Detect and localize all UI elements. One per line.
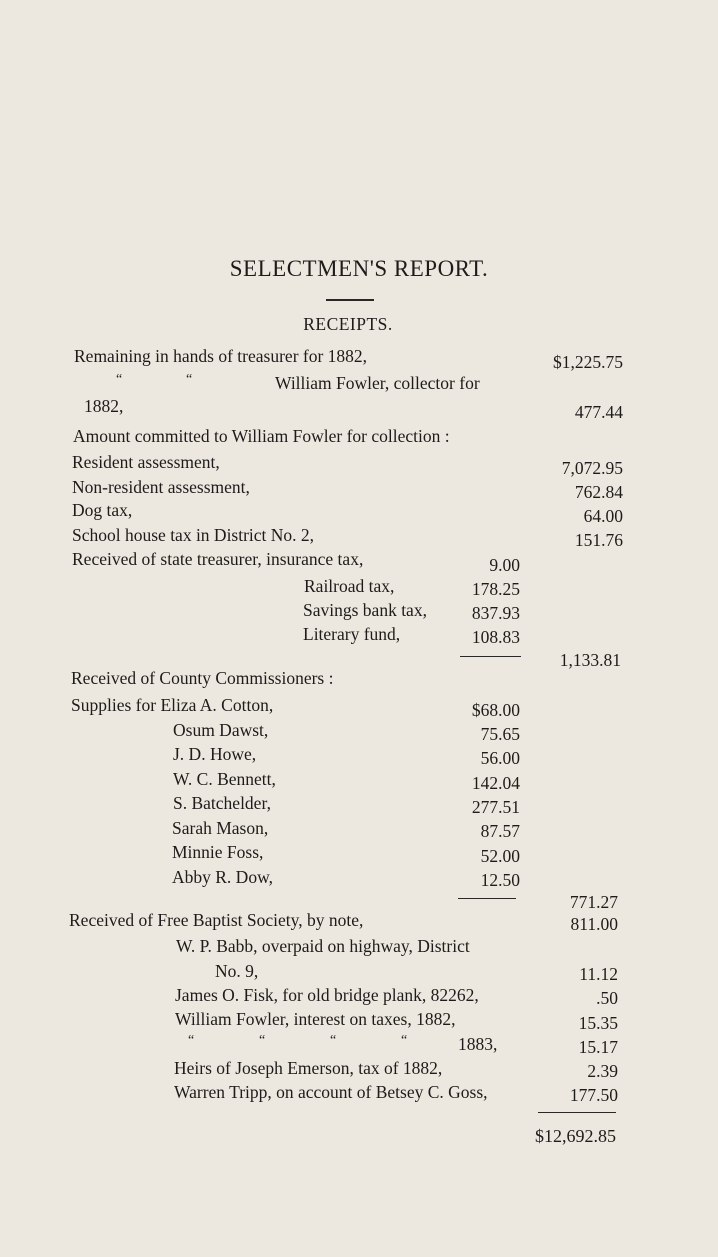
line-text: Sarah Mason, (172, 818, 269, 838)
line-amount: 108.83 (471, 627, 520, 647)
line-amount: 837.93 (471, 603, 520, 623)
line-text: Resident assessment, (72, 452, 220, 472)
line-text: W. C. Bennett, (173, 769, 276, 789)
title-divider (326, 299, 374, 301)
line-amount: 52.00 (480, 846, 520, 866)
line-amount: 56.00 (480, 748, 520, 768)
line-text: Minnie Foss, (172, 842, 264, 862)
ditto-mark: “ (186, 372, 193, 387)
line-text: Abby R. Dow, (172, 867, 273, 887)
line-amount: 15.17 (578, 1037, 618, 1057)
ditto-mark: “ (401, 1033, 408, 1048)
line-text: Heirs of Joseph Emerson, tax of 1882, (174, 1058, 443, 1078)
line-amount: 142.04 (471, 773, 520, 793)
subtotal-rule (458, 898, 516, 899)
page-title: SELECTMEN'S REPORT. (229, 256, 489, 281)
line-text: William Fowler, interest on taxes, 1882, (175, 1009, 456, 1029)
line-text: Amount committed to William Fowler for collection : (73, 426, 450, 446)
line-text: Received of County Commissioners : (71, 668, 334, 688)
line-text: J. D. Howe, (173, 744, 257, 764)
ditto-mark: “ (188, 1033, 195, 1048)
line-text: Non-resident assessment, (72, 477, 250, 497)
ditto-mark: “ (330, 1033, 337, 1048)
line-amount: 177.50 (569, 1085, 618, 1105)
line-amount: 2.39 (587, 1061, 618, 1081)
line-text: William Fowler, collector for (275, 373, 480, 393)
subtotal-rule (460, 656, 521, 657)
ditto-mark: “ (259, 1033, 266, 1048)
line-amount: 7,072.95 (561, 458, 623, 478)
line-amount: 151.76 (574, 530, 623, 550)
line-amount: 75.65 (480, 724, 520, 744)
line-text: 1883, (458, 1034, 498, 1054)
line-text: S. Batchelder, (173, 793, 271, 813)
line-text: W. P. Babb, overpaid on highway, District (176, 936, 470, 956)
line-text: Savings bank tax, (303, 600, 427, 620)
section-heading: RECEIPTS. (303, 314, 393, 334)
line-text: 1882, (84, 396, 124, 416)
total-rule (538, 1112, 616, 1113)
line-amount: $1,225.75 (553, 352, 623, 372)
line-text: Warren Tripp, on account of Betsey C. Goss, (174, 1082, 488, 1102)
line-amount: 12.50 (480, 870, 520, 890)
line-text: Supplies for Eliza A. Cotton, (71, 695, 274, 715)
line-text: Railroad tax, (304, 576, 395, 596)
line-text: Remaining in hands of treasurer for 1882, (74, 346, 368, 366)
line-text: No. 9, (215, 961, 259, 981)
line-subtotal: 1,133.81 (559, 650, 621, 670)
line-amount: $68.00 (471, 700, 520, 720)
line-amount: 9.00 (489, 555, 520, 575)
line-amount: 178.25 (471, 579, 520, 599)
line-amount: 762.84 (574, 482, 623, 502)
line-text: James O. Fisk, for old bridge plank, 82262, (175, 985, 479, 1005)
line-text: School house tax in District No. 2, (72, 525, 315, 545)
line-subtotal: 771.27 (569, 892, 618, 912)
line-amount: .50 (596, 988, 618, 1008)
line-amount: 811.00 (570, 914, 618, 934)
line-amount: 277.51 (471, 797, 520, 817)
ditto-mark: “ (116, 372, 123, 387)
line-text: Received of Free Baptist Society, by note, (69, 910, 364, 930)
line-text: Dog tax, (72, 500, 133, 520)
grand-total: $12,692.85 (535, 1126, 616, 1146)
line-text: Osum Dawst, (173, 720, 269, 740)
line-amount: 87.57 (480, 821, 520, 841)
line-amount: 11.12 (579, 964, 618, 984)
line-amount: 15.35 (578, 1013, 618, 1033)
line-text: Received of state treasurer, insurance tax, (72, 549, 364, 569)
line-amount: 64.00 (583, 506, 623, 526)
line-text: Literary fund, (303, 624, 401, 644)
line-amount: 477.44 (574, 402, 623, 422)
